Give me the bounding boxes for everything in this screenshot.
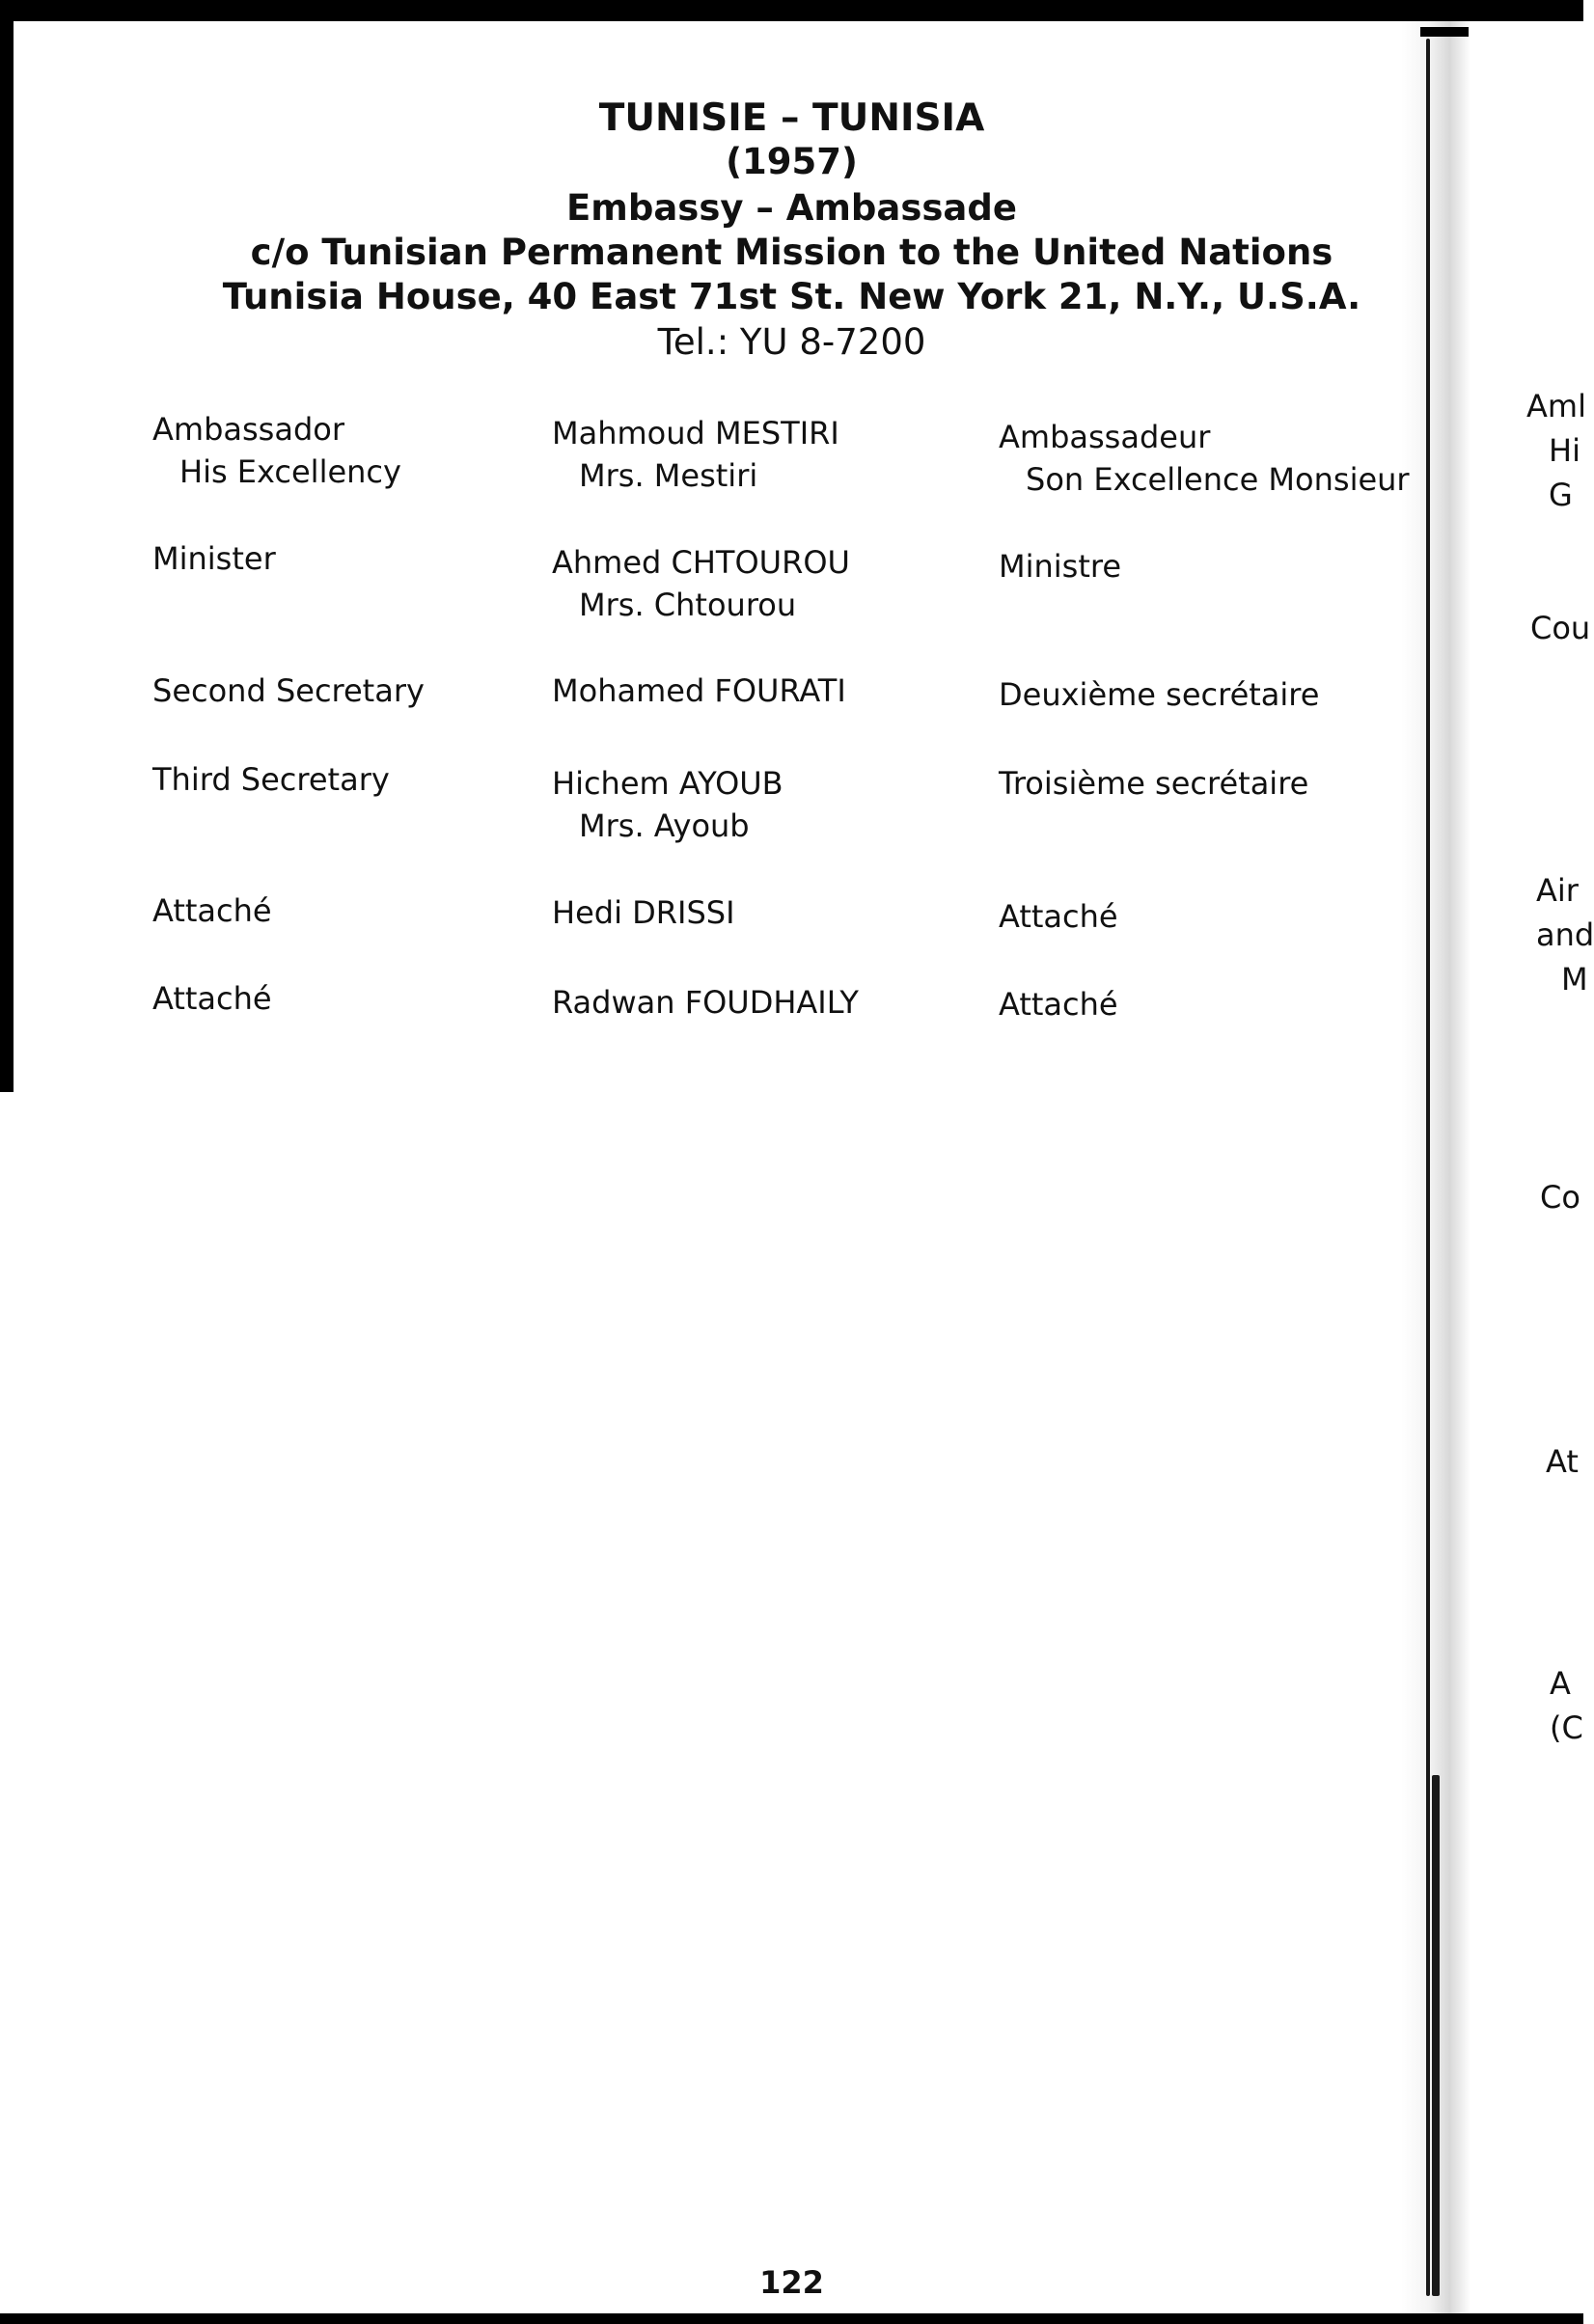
spouse-name: Mrs. Mestiri (579, 457, 758, 494)
title-french: Ambassadeur (999, 419, 1211, 455)
facing-page-text: M (1561, 961, 1588, 998)
staff-name: Hedi DRISSI (552, 894, 735, 931)
year: (1957) (726, 141, 858, 182)
facing-page-text: Hi (1549, 432, 1580, 469)
gutter-binding-line-lower (1432, 1775, 1440, 2296)
staff-name: Ahmed CHTOUROU (552, 544, 850, 581)
care-of-line: c/o Tunisian Permanent Mission to the United Nations (250, 232, 1333, 273)
address-line: Tunisia House, 40 East 71st St. New York 21, N.Y., U.S.A. (222, 276, 1361, 317)
page-number: 122 (759, 2264, 824, 2301)
facing-page-text: (C (1550, 1709, 1583, 1746)
title-french-sub: Son Excellence Monsieur (1026, 461, 1410, 498)
facing-page-text: Aml (1526, 388, 1586, 424)
facing-page-text: Cou (1530, 610, 1591, 646)
phone-line: Tel.: YU 8-7200 (657, 321, 926, 363)
staff-row (0, 758, 1399, 844)
title-english-sub: His Excellency (179, 453, 401, 490)
mission-type: Embassy – Ambassade (566, 187, 1017, 229)
title-english: Attaché (152, 892, 272, 929)
title-french: Ministre (999, 548, 1122, 585)
title-french: Attaché (999, 898, 1118, 935)
facing-page-text: and (1536, 916, 1594, 953)
title-english: Second Secretary (152, 672, 425, 709)
staff-list (0, 0, 1583, 1061)
staff-row (0, 537, 1399, 623)
staff-name: Hichem AYOUB (552, 765, 783, 802)
title-english: Ambassador (152, 411, 344, 448)
title-french: Attaché (999, 986, 1118, 1023)
spouse-name: Mrs. Ayoub (579, 807, 750, 844)
facing-page-text: At (1546, 1443, 1579, 1480)
staff-name: Radwan FOUDHAILY (552, 984, 859, 1021)
title-english: Minister (152, 540, 276, 577)
staff-row (0, 408, 1410, 498)
facing-page-text: G (1549, 477, 1573, 513)
title-french: Deuxième secrétaire (999, 676, 1320, 713)
title-french: Troisième secrétaire (999, 765, 1309, 802)
facing-page-text: Air (1536, 872, 1579, 909)
facing-page-text: A (1550, 1665, 1571, 1702)
spouse-name: Mrs. Chtourou (579, 587, 797, 623)
staff-row (0, 977, 1399, 1054)
staff-name: Mahmoud MESTIRI (552, 415, 839, 451)
facing-page-text: Co (1540, 1179, 1580, 1216)
facing-page-fragment (1505, 0, 1594, 2313)
scan-edge-bottom (0, 2313, 1583, 2324)
title-english: Third Secretary (152, 761, 390, 798)
staff-row (0, 670, 1399, 747)
title-english: Attaché (152, 980, 272, 1017)
staff-name: Mohamed FOURATI (552, 672, 846, 709)
staff-row (0, 889, 1399, 967)
country-title: TUNISIE – TUNISIA (598, 96, 985, 140)
